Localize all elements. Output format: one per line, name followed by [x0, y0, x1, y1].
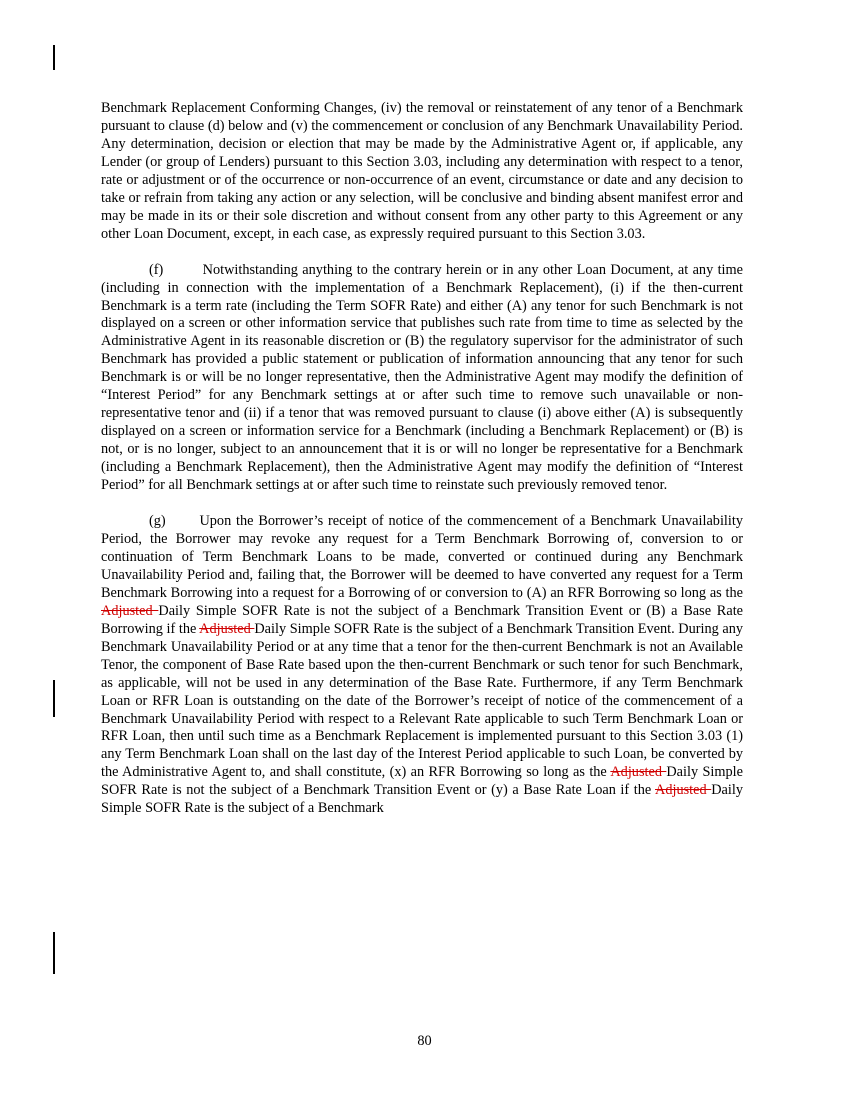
body-text [101, 100, 743, 818]
paragraph-f-text: Notwithstanding anything to the contrary herein or in any other Loan Document, at any time (including in connection with the implementation of a Benchmark Replacement), (i) if the then-current Benchmark is a term rate (including the Term SOFR Rate) and either (A) any tenor for such Benchmark is not displayed on a screen or other information service that publishes such rate from time to time as selected by the Administrative Agent in its reasonable discretion or (B) the regulatory supervisor for the administrator of such Benchmark has provided a public statement or publication of information announcing that any tenor for such Benchmark is or will be no longer representative, then the Administrative Agent may modify the definition of “Interest Period” for any Benchmark settings at or after such time to remove such unavailable or non-representative tenor and (ii) if a tenor that was removed pursuant to clause (i) above either (A) is subsequently displayed on a screen or information service for a Benchmark (including a Benchmark Replacement) or (B) is not, or is no longer, subject to an announcement that it is or will no longer be representative for a Benchmark (including a Benchmark Replacement), then the Administrative Agent may modify the definition of “Interest Period” for all Benchmark settings at or after such time to reinstate such previously removed tenor. [101, 261, 743, 494]
paragraph-f-label: (f) [149, 261, 164, 278]
deleted-text-adjusted: Adjusted [610, 764, 667, 781]
paragraph-g-text-3: Daily Simple SOFR Rate is the subject of a Benchmark Transition Event. During any Benchmark Unavailability Period or at any time that a tenor for the then-current Benchmark is not an Available Tenor, the component of Base Rate based upon the then-current Benchmark or such tenor for such Benchmark, as applicable, will not be used in any determination of the Base Rate. Furthermore, if any Term Benchmark Loan or RFR Loan is outstanding on the date of the Borrower’s receipt of notice of the commencement of a Benchmark Unavailability Period with respect to a Relevant Rate applicable to such Term Benchmark Loan or RFR Loan, then until such time as a Benchmark Replacement is implemented pursuant to this Section 3.03 (1) any Term Benchmark Loan shall on the last day of the Interest Period applicable to such Loan, be converted by the Administrative Agent to, and shall constitute, (x) an RFR Borrowing so long as the [101, 620, 743, 781]
paragraph-continuation: Benchmark Replacement Conforming Changes, (iv) the removal or reinstatement of any tenor of a Benchmark pursuant to clause (d) below and (v) the commencement or conclusion of any Benchmark Unavailability Period. Any determination, decision or election that may be made by the Administrative Agent or, if applicable, any Lender (or group of Lenders) pursuant to this Section 3.03, including any determination with respect to a tenor, rate or adjustment or of the occurrence or non-occurrence of an event, circumstance or date and any decision to take or refrain from taking any action or any selection, will be conclusive and binding absent manifest error and may be made in its or their sole discretion and without consent from any other party to this Agreement or any other Loan Document, except, in each case, as expressly required pursuant to this Section 3.03. [101, 100, 743, 242]
deleted-text-adjusted: Adjusted [101, 602, 159, 619]
paragraph-g-text-2: Daily Simple SOFR Rate is not the subject of a Benchmark Transition Event or (B) a Base Rate Borrowing if the [101, 602, 744, 637]
deleted-text-adjusted: Adjusted [199, 620, 255, 637]
deleted-text-adjusted: Adjusted [655, 782, 712, 799]
paragraph-g-label: (g) [149, 513, 166, 530]
paragraph-g-text-5: Daily Simple SOFR Rate is the subject of a Benchmark [101, 782, 743, 817]
change-bar-1 [53, 680, 55, 717]
page-number: 80 [417, 1033, 432, 1049]
paragraph-g-text-1: Upon the Borrower’s receipt of notice of the commencement of a Benchmark Unavailability Period, the Borrower may revoke any request for a Term Benchmark Borrowing of, conversion to or continuation of Term Benchmark Loans to be made, converted or continued during any Benchmark Unavailability Period and, failing that, the Borrower will be deemed to have converted any request for a Term Benchmark Borrowing into a request for a Borrowing of or conversion to (A) an RFR Borrowing so long as the [101, 513, 743, 601]
change-bar-2 [53, 932, 55, 974]
paragraph-g [101, 513, 743, 818]
paragraph-f [101, 262, 743, 495]
change-bar-top [53, 45, 55, 70]
paragraph-g-text-4: Daily Simple SOFR Rate is not the subject of a Benchmark Transition Event or (y) a Base Rate Loan if the [101, 764, 743, 799]
